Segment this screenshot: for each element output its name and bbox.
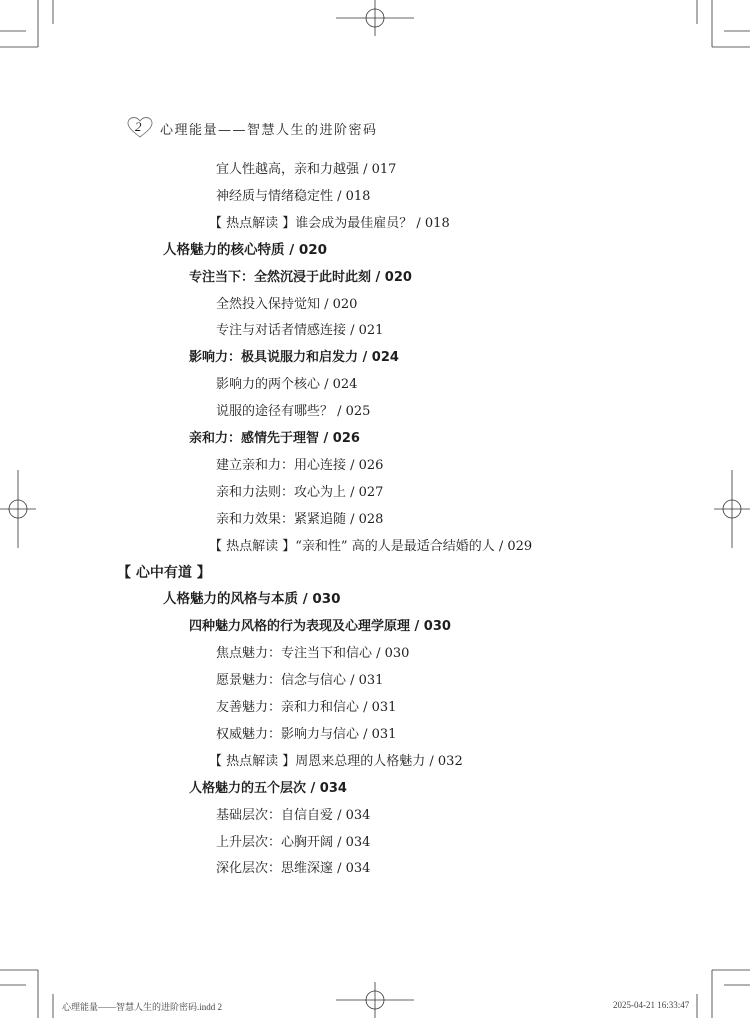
running-header xyxy=(126,114,378,142)
footer-file-info: 心理能量——智慧人生的进阶密码.indd 2 xyxy=(62,1002,223,1012)
page-number-badge xyxy=(126,116,154,140)
page-number: 2 xyxy=(135,119,142,134)
toc-entry: 【 热点解读 】“亲和性” 高的人是最适合结婚的人 / 029 xyxy=(209,538,533,554)
toc-entry: 焦点魅力：专注当下和信心 / 030 xyxy=(216,646,410,662)
toc-entry: 建立亲和力：用心连接 / 026 xyxy=(216,457,384,473)
toc-entry: 深化层次：思维深邃 / 034 xyxy=(216,861,371,877)
toc-entry: 基础层次：自信自爱 / 034 xyxy=(216,807,371,823)
toc-entry: 专注与对话者情感连接 / 021 xyxy=(216,323,384,339)
toc-entry: 影响力：极具说服力和启发力 / 024 xyxy=(189,350,399,366)
toc-entry: 人格魅力的核心特质 / 020 xyxy=(163,241,328,258)
toc-entry: 权威魅力：影响力与信心 / 031 xyxy=(216,726,397,742)
toc-entry: 友善魅力：亲和力和信心 / 031 xyxy=(216,700,397,715)
footer-timestamp: 2025-04-21 16:33:47 xyxy=(613,1000,690,1010)
toc-entry: 人格魅力的五个层次 / 034 xyxy=(189,780,347,796)
running-header-title: 心理能量——智慧人生的进阶密码 xyxy=(160,122,378,138)
toc-entry: 亲和力效果：紧紧追随 / 028 xyxy=(216,511,384,527)
toc-entry: 亲和力：感情先于理智 / 026 xyxy=(189,431,360,446)
toc-entry: 【 热点解读 】周恩来总理的人格魅力 / 032 xyxy=(209,753,463,769)
toc-part-heading: 【 心中有道 】 xyxy=(117,564,211,581)
toc-entry: 说服的途径有哪些？ / 025 xyxy=(216,404,371,420)
toc-entry: 影响力的两个核心 / 024 xyxy=(216,377,358,393)
toc-entry: 四种魅力风格的行为表现及心理学原理 / 030 xyxy=(189,619,451,635)
toc-entry: 人格魅力的风格与本质 / 030 xyxy=(163,591,341,608)
toc-entry: 全然投入保持觉知 / 020 xyxy=(216,296,358,312)
toc-entry: 神经质与情绪稳定性 / 018 xyxy=(216,188,371,204)
toc-entry: 愿景魅力：信念与信心 / 031 xyxy=(216,673,384,689)
toc-entry: 上升层次：心胸开阔 / 034 xyxy=(216,834,371,850)
toc-entry: 宜人性越高，亲和力越强 / 017 xyxy=(216,162,397,177)
toc-entry: 专注当下：全然沉浸于此时此刻 / 020 xyxy=(189,269,412,285)
toc-entry: 亲和力法则：攻心为上 / 027 xyxy=(216,484,384,500)
toc-entry: 【 热点解读 】谁会成为最佳雇员？ / 018 xyxy=(209,215,450,231)
